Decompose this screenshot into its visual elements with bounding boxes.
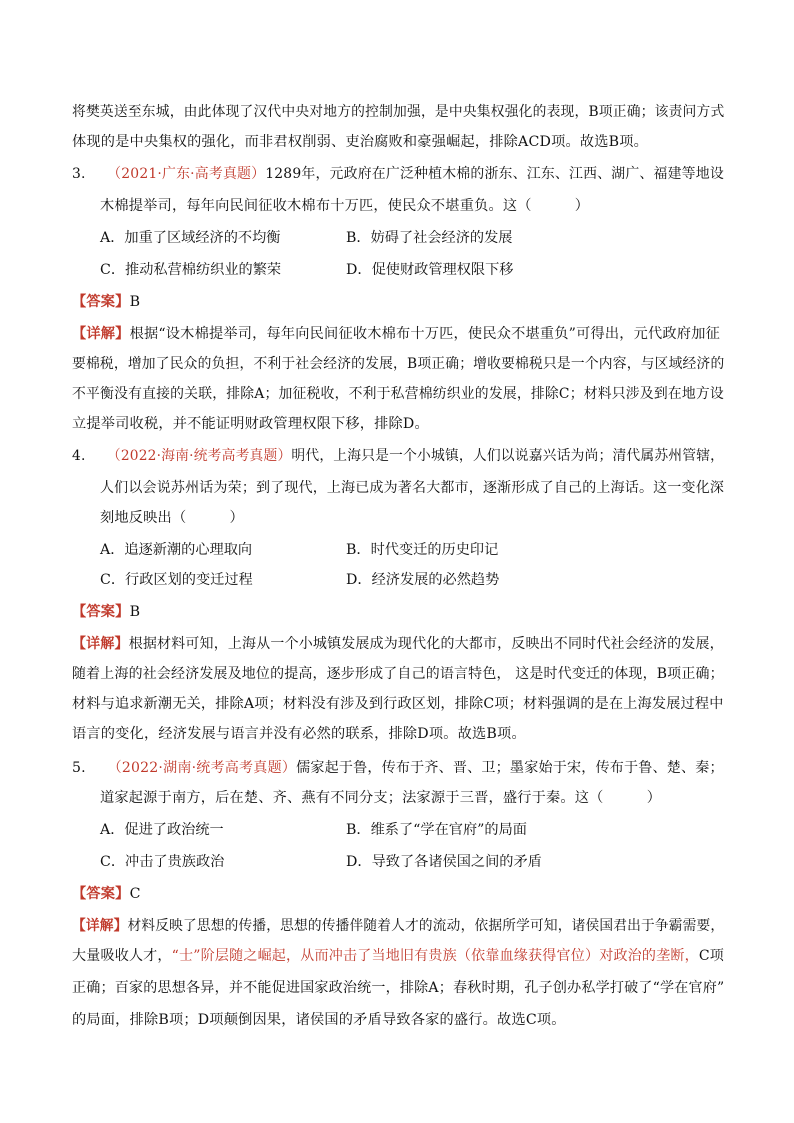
question-5-detail-line-3: 正确；百家的思想各异，并不能促进国家政治统一，排除A；春秋时期，孔子创办私学打破了“学在官府” xyxy=(72,980,725,996)
question-3-option-a: A．加重了区域经济的不均衡 xyxy=(100,230,281,246)
question-5-option-a: A．促进了政治统一 xyxy=(100,822,224,838)
question-4-detail-line-1 xyxy=(72,634,724,654)
detail-text-highlight: “士”阶层随之崛起，从而冲击了当地旧有贵族（依靠血缘获得官位）对政治的垄断， xyxy=(171,948,699,964)
question-4-detail-line-4: 语言的变化，经济发展与语言并没有必然的联系，排除D项。故选B项。 xyxy=(72,726,526,742)
question-3-option-b: B．妨碍了社会经济的发展 xyxy=(346,230,513,246)
question-4-stem-line-2: 人们以会说苏州话为荣；到了现代，上海已成为著名大都市，逐渐形成了自己的上海话。这一变化深 xyxy=(100,480,725,496)
question-4-option-a: A．追逐新潮的心理取向 xyxy=(100,542,253,558)
continuation-line-2: 体现的是中央集权的强化，而非君权削弱、吏治腐败和豪强崛起，排除ACD项。故选B项。 xyxy=(72,134,649,150)
answer-value: B xyxy=(129,294,141,310)
detail-text-plain: C项 xyxy=(698,948,725,964)
question-3-option-d: D．促使财政管理权限下移 xyxy=(346,262,514,278)
detail-text: 根据材料可知，上海从一个小城镇发展成为现代化的大都市，反映出不同时代社会经济的发展， xyxy=(128,636,724,652)
detail-text: 材料反映了思想的传播，思想的传播伴随着人才的流动，依据所学可知，诸侯国君出于争霸需要， xyxy=(127,918,725,934)
question-4-option-b: B．时代变迁的历史印记 xyxy=(346,542,499,558)
question-3-stem-text-1: 1289年，元政府在广泛种植木棉的浙东、江东、江西、湖广、福建等地设 xyxy=(265,166,724,182)
question-4-detail-line-2: 随着上海的社会经济发展及地位的提高，逐步形成了自己的语言特色， 这是时代变迁的体现，B项正确； xyxy=(72,666,724,682)
question-3-detail-line-1 xyxy=(72,324,720,344)
question-4-stem-line-1 xyxy=(72,446,724,466)
question-5-stem-line-1 xyxy=(72,758,724,778)
detail-label: 【详解】 xyxy=(72,326,130,342)
question-4-stem-line-3: 刻地反映出（ ） xyxy=(100,510,244,526)
answer-label: 【答案】 xyxy=(72,886,130,902)
answer-value: C xyxy=(129,886,141,902)
question-5-option-d: D．导致了各诸侯国之间的矛盾 xyxy=(346,854,542,870)
question-4-detail-line-3: 材料与追求新潮无关，排除A项；材料没有涉及到行政区划，排除C项；材料强调的是在上海发展过程中 xyxy=(72,696,724,712)
question-3-stem-line-2: 木棉提举司，每年向民间征收木棉布十万匹，使民众不堪重负。这（ ） xyxy=(100,198,590,214)
question-3-answer xyxy=(72,292,140,312)
question-5-option-c: C．冲击了贵族政治 xyxy=(100,854,225,870)
question-3-source: （2021·广东·高考真题） xyxy=(107,166,266,182)
detail-label: 【详解】 xyxy=(72,636,129,652)
question-4-number: 4. xyxy=(72,448,86,464)
answer-label: 【答案】 xyxy=(72,604,130,620)
question-5-answer xyxy=(72,884,141,904)
continuation-line-1: 将樊英送至东城，由此体现了汉代中央对地方的控制加强，是中央集权强化的表现，B项正确；该责问方式 xyxy=(72,104,725,120)
question-3-detail-line-2: 要棉税，增加了民众的负担，不利于社会经济的发展，B项正确；增收要棉税只是一个内容，与区域经济的 xyxy=(72,356,725,372)
answer-label: 【答案】 xyxy=(72,294,130,310)
question-5-detail-line-1 xyxy=(72,916,724,936)
question-4-stem-text-1: 明代，上海只是一个小城镇，人们以说嘉兴话为尚；清代属苏州管辖， xyxy=(291,448,725,464)
question-3-stem-line-1 xyxy=(72,164,724,184)
question-5-number: 5. xyxy=(72,760,86,776)
detail-text: 根据“设木棉提举司，每年向民间征收木棉布十万匹，使民众不堪重负”可得出，元代政府加征 xyxy=(129,326,720,342)
question-4-source: （2022·海南·统考高考真题） xyxy=(106,448,292,464)
detail-text-plain: 大量吸收人才， xyxy=(72,948,172,964)
question-5-source: （2022·湖南·统考高考真题） xyxy=(107,760,297,776)
detail-label: 【详解】 xyxy=(72,918,128,934)
question-5-stem-text-1: 儒家起于鲁，传布于齐、晋、卫；墨家始于宋，传布于鲁、楚、秦； xyxy=(296,760,724,776)
question-5-option-b: B．维系了“学在官府”的局面 xyxy=(346,822,527,838)
question-4-option-c: C．行政区划的变迁过程 xyxy=(100,572,253,588)
question-4-answer xyxy=(72,602,140,622)
question-3-option-c: C．推动私营棉纺织业的繁荣 xyxy=(100,262,282,278)
question-3-detail-line-3: 不平衡没有直接的关联，排除A；加征税收，不利于私营棉纺织业的发展，排除C；材料只涉及到在地方设 xyxy=(72,386,724,402)
question-5-detail-line-2 xyxy=(72,946,724,966)
question-3-number: 3. xyxy=(72,166,86,182)
answer-value: B xyxy=(129,604,141,620)
question-4-option-d: D．经济发展的必然趋势 xyxy=(346,572,500,588)
question-5-detail-line-4: 的局面，排除B项；D项颠倒因果，诸侯国的矛盾导致各家的盛行。故选C项。 xyxy=(72,1012,566,1028)
question-5-stem-line-2: 道家起源于南方，后在楚、齐、燕有不同分支；法家源于三晋，盛行于秦。这（ ） xyxy=(100,790,662,806)
question-3-detail-line-4: 立提举司收税，并不能证明财政管理权限下移，排除D。 xyxy=(72,416,429,432)
